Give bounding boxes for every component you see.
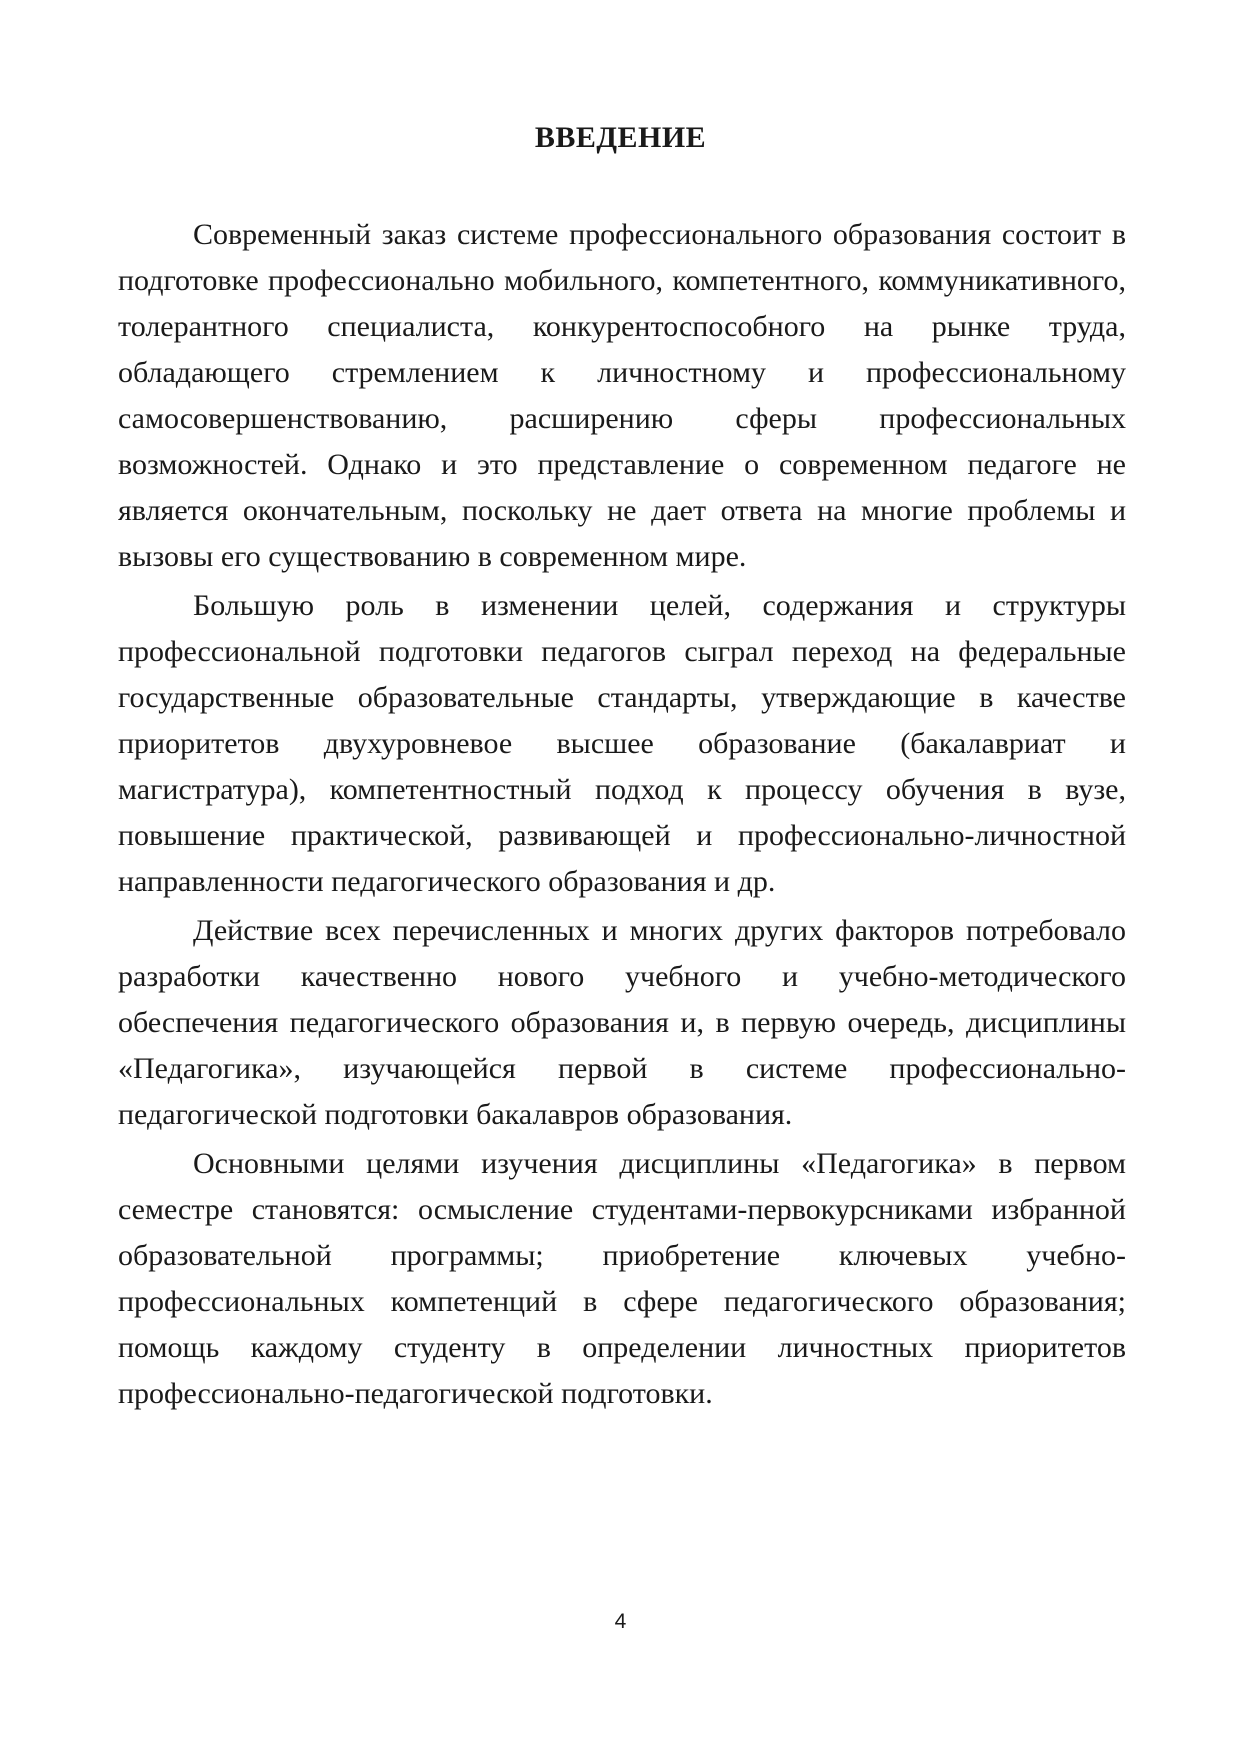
body-text [118,212,1126,1420]
paragraph-2: Большую роль в изменении целей, содержания и структуры профессиональной подготовки педагогов сыграл переход на федеральные государственные образовательные стандарты, утверждающие в качестве приоритетов двухуровневое высшее образование (бакалавриат и магистратура), компетентностный подход к процессу обучения в вузе, повышение практической, развивающей и профессионально-личностной направленности педагогического образования и др. [118,589,1126,898]
paragraph-1: Современный заказ системе профессионального образования состоит в подготовке профессионально мобильного, компетентного, коммуникативного, толерантного специалиста, конкурентоспособного на рынке труда, обладающего стремлением к личностному и профессиональному самосовершенствованию, расширению сферы профессиональных возможностей. Однако и это представление о современном педагоге не является окончательным, поскольку не дает ответа на многие проблемы и вызовы его существованию в современном мире. [118,218,1126,573]
paragraph-3: Действие всех перечисленных и многих других факторов потребовало разработки качественно нового учебного и учебно-методического обеспечения педагогического образования и, в первую очередь, дисциплины «Педагогика», изучающейся первой в системе профессионально-педагогической подготовки бакалавров образования. [118,914,1126,1131]
paragraph-4: Основными целями изучения дисциплины «Педагогика» в первом семестре становятся: осмысление студентами-первокурсниками избранной образовательной программы; приобретение ключевых учебно-профессиональных компетенций в сфере педагогического образования; помощь каждому студенту в определении личностных приоритетов профессионально-педагогической подготовки. [118,1147,1126,1410]
page-number: 4 [614,1610,627,1633]
section-heading: ВВЕДЕНИЕ [534,121,707,154]
